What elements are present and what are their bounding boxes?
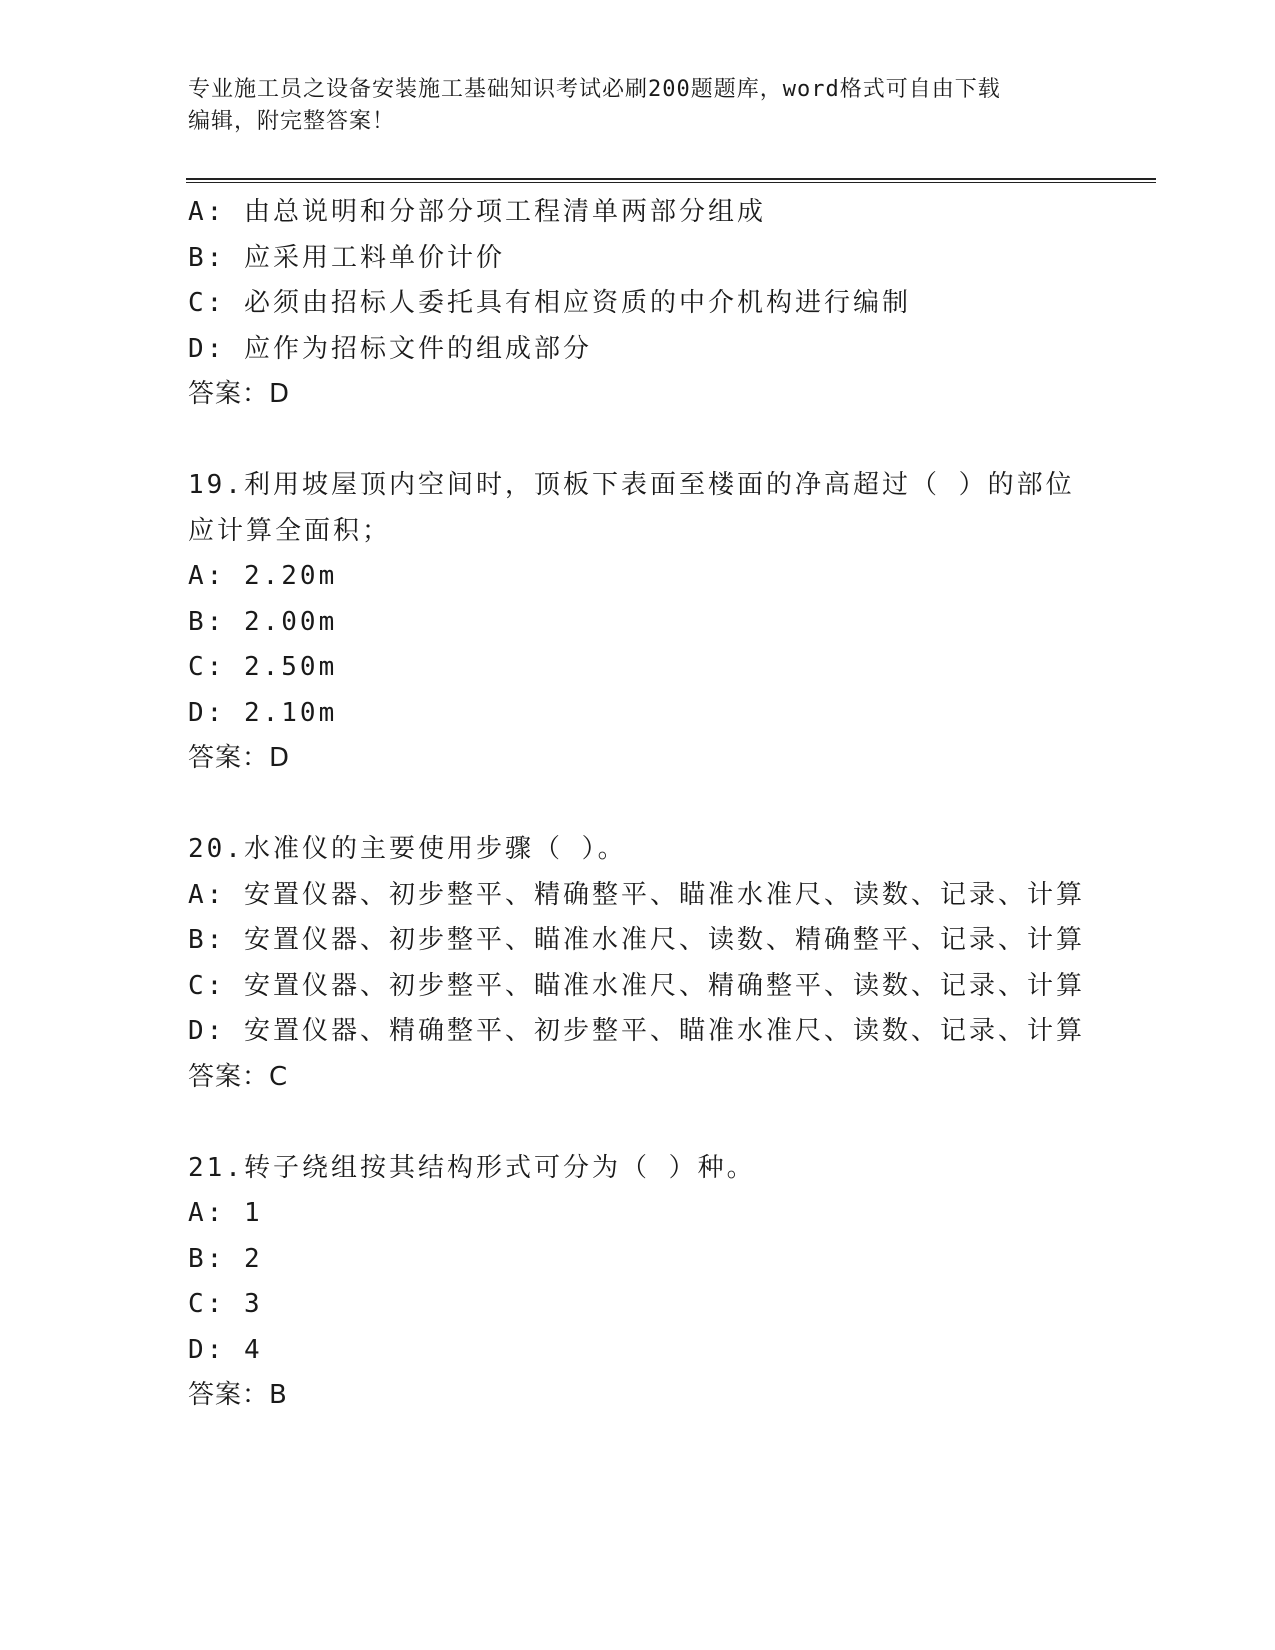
option-c: C: 3	[188, 1289, 263, 1319]
question-21	[188, 1146, 1088, 1419]
question-stem: 19.利用坡屋顶内空间时，顶板下表面至楼面的净高超过（ ）的部位	[188, 470, 1075, 500]
question-19	[188, 463, 1088, 782]
header-title-line-1: 专业施工员之设备安装施工基础知识考试必刷200题题库，word格式可自由下载	[188, 77, 1001, 102]
spacer	[188, 1100, 1088, 1146]
option-b: B: 2	[188, 1243, 263, 1274]
answer-line: 答案：C	[188, 1061, 289, 1092]
header-title-line-2: 编辑，附完整答案！	[188, 109, 396, 134]
option-c: C: 安置仪器、初步整平、瞄准水准尺、精确整平、读数、记录、计算	[188, 970, 1085, 1001]
spacer	[188, 418, 1088, 464]
option-a: A: 2.20m	[188, 561, 338, 591]
option-c: C: 必须由招标人委托具有相应资质的中介机构进行编制	[188, 288, 911, 318]
option-b: B: 安置仪器、初步整平、瞄准水准尺、读数、精确整平、记录、计算	[188, 925, 1085, 955]
option-c: C: 2.50m	[188, 652, 338, 682]
option-a: A: 安置仪器、初步整平、精确整平、瞄准水准尺、读数、记录、计算	[188, 879, 1085, 910]
answer-line: 答案：D	[188, 379, 291, 409]
question-stem: 20.水准仪的主要使用步骤（ ）。	[188, 834, 627, 864]
question-20	[188, 827, 1088, 1100]
option-d: D: 安置仪器、精确整平、初步整平、瞄准水准尺、读数、记录、计算	[188, 1016, 1085, 1046]
document-body	[188, 190, 1088, 1419]
document-header	[188, 74, 1088, 138]
option-d: D: 应作为招标文件的组成部分	[188, 333, 592, 364]
option-b: B: 2.00m	[188, 606, 338, 637]
header-divider	[186, 178, 1156, 183]
question-stem-continued: 应计算全面积；	[188, 515, 392, 546]
option-d: D: 2.10m	[188, 697, 338, 728]
question-stem: 21.转子绕组按其结构形式可分为（ ）种。	[188, 1152, 756, 1183]
spacer	[188, 782, 1088, 828]
answer-line: 答案：D	[188, 743, 291, 773]
option-a: A: 1	[188, 1198, 263, 1228]
question-18-continued	[188, 190, 1088, 418]
option-d: D: 4	[188, 1334, 263, 1365]
answer-line: 答案：B	[188, 1380, 288, 1410]
option-a: A: 由总说明和分部分项工程清单两部分组成	[188, 197, 766, 227]
option-b: B: 应采用工料单价计价	[188, 242, 505, 273]
